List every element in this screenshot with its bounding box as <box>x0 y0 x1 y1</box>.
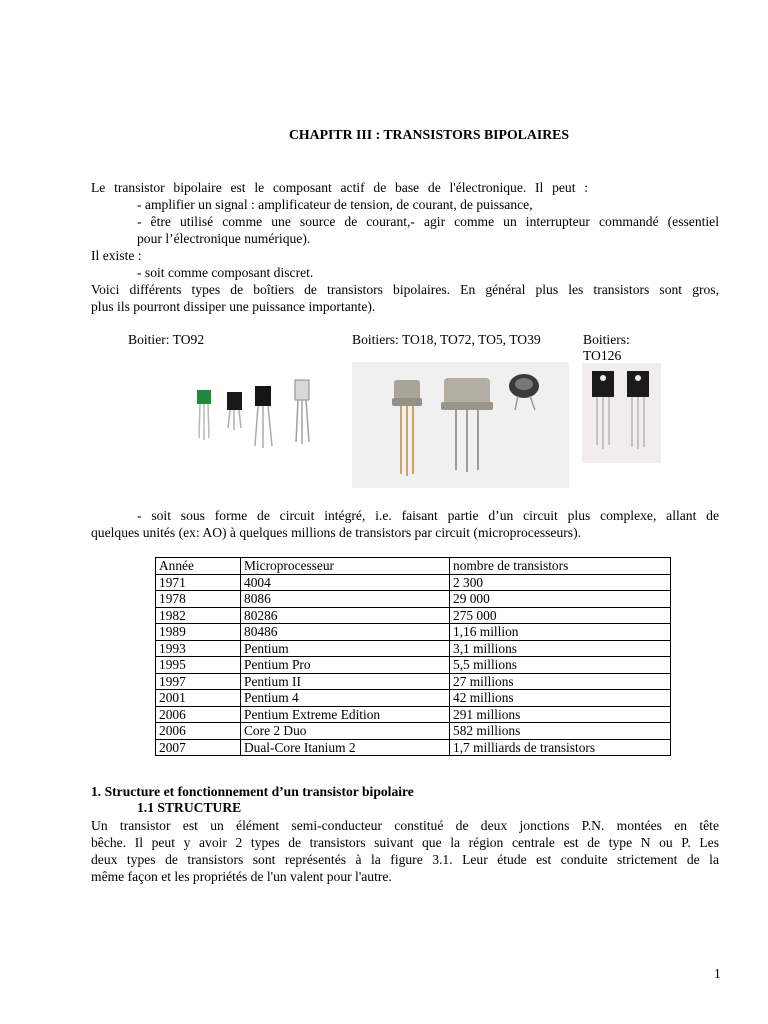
table-cell: Pentium <box>241 640 450 657</box>
table-cell: Pentium Pro <box>241 657 450 674</box>
to18-photo <box>352 362 569 488</box>
table-cell: Dual-Core Itanium 2 <box>241 739 450 756</box>
table-row <box>156 640 671 657</box>
intro-exists: Il existe : <box>91 248 142 263</box>
table-header-cell: Année <box>156 558 241 575</box>
intro-bullet-amplify: - amplifier un signal : amplificateur de tension, de courant, de puissance, <box>137 197 533 212</box>
table-row <box>156 574 671 591</box>
intro-packages-cont: plus ils pourront dissiper une puissance importante). <box>91 299 376 314</box>
to92-label: Boitier: TO92 <box>128 332 205 347</box>
table-cell: 2001 <box>156 690 241 707</box>
page-title: CHAPITR III : TRANSISTORS BIPOLAIRES <box>288 127 570 142</box>
table-cell: 1,16 million <box>450 624 671 641</box>
to126-photo <box>582 363 661 463</box>
intro-line: Le transistor bipolaire est le composant actif de base de l'électronique. Il peut : <box>91 180 588 195</box>
table-cell: 1989 <box>156 624 241 641</box>
table-cell: 1993 <box>156 640 241 657</box>
table-row <box>156 739 671 756</box>
table-row <box>156 657 671 674</box>
table-cell: 1971 <box>156 574 241 591</box>
to18-label: Boitiers: TO18, TO72, TO5, TO39 <box>352 332 541 347</box>
section-subheading: 1.1 STRUCTURE <box>137 800 242 815</box>
table-cell: 582 millions <box>450 723 671 740</box>
transistor-count-table <box>155 557 671 756</box>
table-cell: 42 millions <box>450 690 671 707</box>
table-row <box>156 673 671 690</box>
table-cell: 80286 <box>241 607 450 624</box>
table-cell: 1982 <box>156 607 241 624</box>
table-cell: 1,7 milliards de transistors <box>450 739 671 756</box>
table-cell: 2006 <box>156 706 241 723</box>
table-row <box>156 607 671 624</box>
intro-packages: Voici différents types de boîtiers de transistors bipolaires. En général plus les transistors sont gros, <box>91 282 719 297</box>
structure-line: deux types de transistors sont représentés à la figure 3.1. Leur étude est conduite strictement de la <box>91 852 719 867</box>
table-cell: 5,5 millions <box>450 657 671 674</box>
intro-bullet-cont: pour l’électronique numérique). <box>137 231 311 246</box>
table-cell: 2 300 <box>450 574 671 591</box>
table-cell: 275 000 <box>450 607 671 624</box>
table-cell: 1978 <box>156 591 241 608</box>
table-cell: 1995 <box>156 657 241 674</box>
table-row <box>156 591 671 608</box>
table-cell: 29 000 <box>450 591 671 608</box>
ic-line-cont: quelques unités (ex: AO) à quelques millions de transistors par circuit (microprocesseurs). <box>91 525 582 540</box>
to126-label-2: TO126 <box>583 348 622 363</box>
page-number: 1 <box>714 966 721 981</box>
table-cell: Core 2 Duo <box>241 723 450 740</box>
table-cell: Pentium Extreme Edition <box>241 706 450 723</box>
table-cell: 291 millions <box>450 706 671 723</box>
table-header-cell: nombre de transistors <box>450 558 671 575</box>
table-cell: 3,1 millions <box>450 640 671 657</box>
table-cell: 2006 <box>156 723 241 740</box>
table-cell: 80486 <box>241 624 450 641</box>
table-cell: 4004 <box>241 574 450 591</box>
structure-line: même façon et les propriétés de l'un valent pour l'autre. <box>91 869 392 884</box>
intro-bullet-source: - être utilisé comme une source de courant,- agir comme un interrupteur commandé (essentiel <box>137 214 719 229</box>
table-header-row <box>156 558 671 575</box>
to92-photo <box>185 376 325 456</box>
table-cell: Pentium 4 <box>241 690 450 707</box>
section-heading: 1. Structure et fonctionnement d’un transistor bipolaire <box>91 784 414 799</box>
table-row <box>156 624 671 641</box>
table-cell: 27 millions <box>450 673 671 690</box>
table-row <box>156 723 671 740</box>
ic-line: - soit sous forme de circuit intégré, i.e. faisant partie d’un circuit plus complexe, allant de <box>137 508 719 523</box>
table-cell: Pentium II <box>241 673 450 690</box>
table-row <box>156 706 671 723</box>
table-header-cell: Microprocesseur <box>241 558 450 575</box>
intro-discrete: - soit comme composant discret. <box>137 265 314 280</box>
structure-line: Un transistor est un élément semi-conducteur constitué de deux jonctions P.N. montées en tête <box>91 818 719 833</box>
table-cell: 1997 <box>156 673 241 690</box>
table-row <box>156 690 671 707</box>
to126-label-1: Boitiers: <box>583 332 630 347</box>
structure-line: bêche. Il peut y avoir 2 types de transistors suivant que la région centrale est de type N ou P. Les <box>91 835 719 850</box>
table-cell: 2007 <box>156 739 241 756</box>
table-cell: 8086 <box>241 591 450 608</box>
